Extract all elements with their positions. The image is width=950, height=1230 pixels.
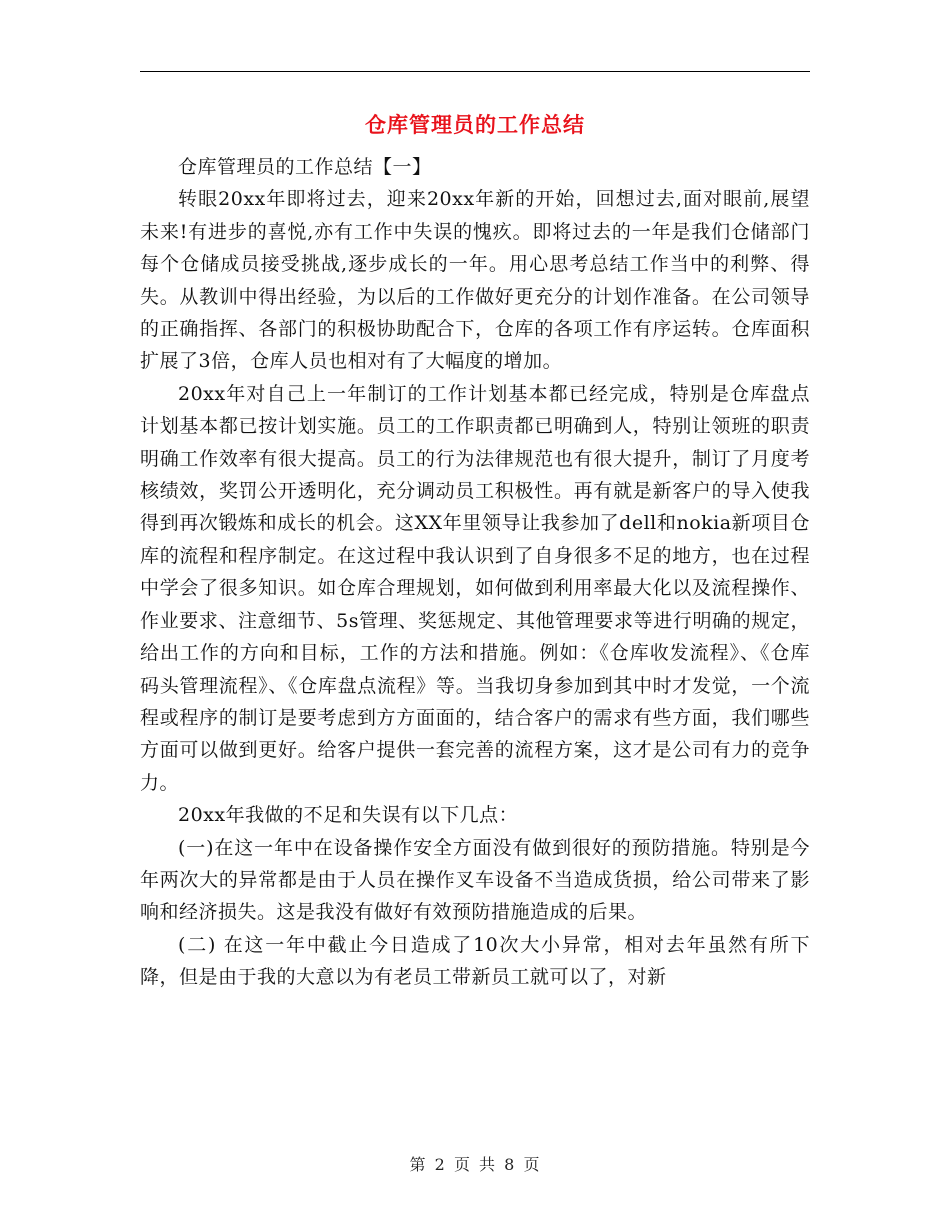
footer-total-pages: 8 (504, 1155, 516, 1174)
footer-page-number: 2 (434, 1155, 446, 1174)
body-paragraph: 转眼20xx年即将过去，迎来20xx年新的开始，回想过去,面对眼前,展望未来!有进步的喜悦,亦有工作中失误的愧疚。即将过去的一年是我们仓储部门每个仓储成员接受挑战,逐步成长的一年。用心思考总结工作当中的利弊、得失。从教训中得出经验，为以后的工作做好更充分的计划作准备。在公司领导的正确指挥、各部门的积极协助配合下，仓库的各项工作有序运转。仓库面积扩展了3倍，仓库人员也相对有了大幅度的增加。 (140, 188, 810, 373)
body-paragraph: 20xx年对自己上一年制订的工作计划基本都已经完成，特别是仓库盘点计划基本都已按计划实施。员工的工作职责都已明确到人，特别让领班的职责明确工作效率有很大提高。员工的行为法律规范也有很大提升，制订了月度考核绩效，奖罚公开透明化，充分调动员工积极性。再有就是新客户的导入使我得到再次锻炼和成长的机会。这XX年里领导让我参加了dell和nokia新项目仓库的流程和程序制定。在这过程中我认识到了自身很多不足的地方，也在过程中学会了很多知识。如仓库合理规划，如何做到利用率最大化以及流程操作、作业要求、注意细节、5s管理、奖惩规定、其他管理要求等进行明确的规定，给出工作的方向和目标，工作的方法和措施。例如：《仓库收发流程》、《仓库码头管理流程》、《仓库盘点流程》等。当我切身参加到其中时才发觉，一个流程或程序的制订是要考虑到方方面面的，结合客户的需求有些方面，我们哪些方面可以做到更好。给客户提供一套完善的流程方案，这才是公司有力的竞争力。 (140, 382, 810, 794)
section-heading: 仓库管理员的工作总结【一】 (178, 156, 432, 178)
footer-word-ye-end: 页 (523, 1155, 541, 1174)
footer-word-ye: 页 (453, 1155, 471, 1174)
page-footer (0, 1154, 950, 1176)
document-title: 仓库管理员的工作总结 (365, 112, 585, 137)
body-paragraph: (二) 在这一年中截止今日造成了10次大小异常，相对去年虽然有所下降，但是由于我的大意以为有老员工带新员工就可以了，对新 (140, 933, 810, 989)
body-paragraph: (一)在这一年中在设备操作安全方面没有做到很好的预防措施。特别是今年两次大的异常都是由于人员在操作叉车设备不当造成货损，给公司带来了影响和经济损失。这是我没有做好有效预防措施造成的后果。 (140, 836, 810, 924)
footer-word-gong: 共 (479, 1155, 497, 1174)
footer-word-di: 第 (409, 1155, 427, 1174)
body-paragraph: 20xx年我做的不足和失误有以下几点： (178, 804, 519, 827)
header-rule (140, 71, 810, 72)
document-body (140, 151, 810, 994)
